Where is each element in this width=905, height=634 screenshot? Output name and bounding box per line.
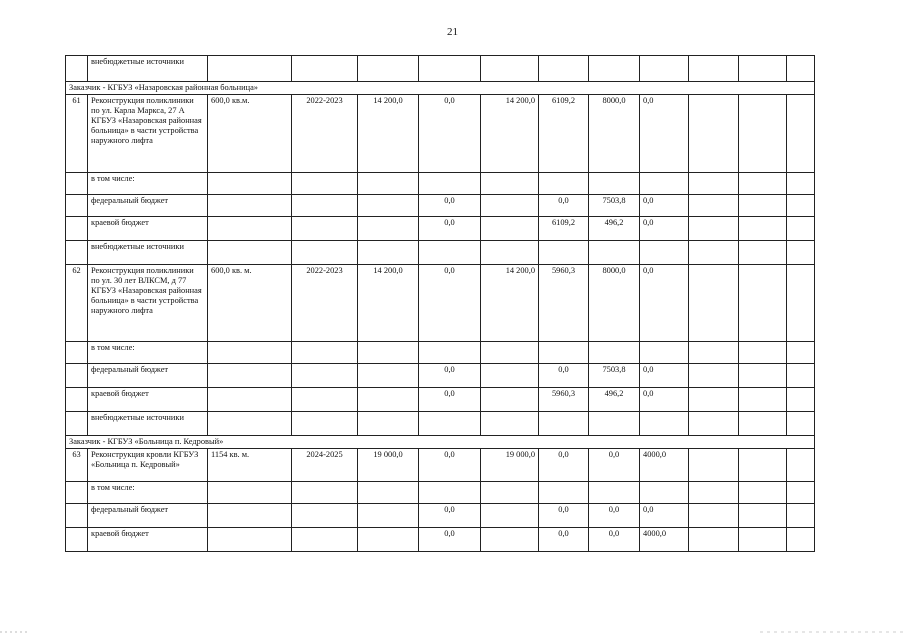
table-cell	[539, 342, 589, 364]
table-cell	[739, 504, 787, 528]
table-cell	[689, 504, 739, 528]
table-cell	[481, 528, 539, 552]
table-row	[66, 56, 815, 82]
table-cell	[640, 173, 689, 195]
table-row	[66, 342, 815, 364]
table-cell	[208, 195, 292, 217]
table-cell	[640, 56, 689, 82]
table-cell	[739, 482, 787, 504]
table-cell: 2024-2025	[292, 449, 358, 482]
table-cell: 7503,8	[589, 195, 640, 217]
table-cell: 0,0	[589, 528, 640, 552]
table-cell: 0,0	[419, 217, 481, 241]
table-cell	[419, 342, 481, 364]
table-cell: 0,0	[539, 195, 589, 217]
table-cell	[66, 56, 88, 82]
section-header-row	[66, 82, 815, 95]
table-cell	[292, 241, 358, 265]
table-cell	[689, 95, 739, 173]
table-cell	[358, 56, 419, 82]
table-cell: федеральный бюджет	[88, 504, 208, 528]
table-cell: 600,0 кв.м.	[208, 95, 292, 173]
page-number: 21	[447, 26, 458, 38]
table-cell	[481, 482, 539, 504]
table-cell: краевой бюджет	[88, 388, 208, 412]
table-cell	[358, 241, 419, 265]
table-row	[66, 482, 815, 504]
table-cell	[292, 412, 358, 436]
table-cell	[589, 241, 640, 265]
table-row	[66, 173, 815, 195]
table-cell	[66, 528, 88, 552]
table-cell	[689, 528, 739, 552]
table-cell	[292, 217, 358, 241]
table-cell	[358, 412, 419, 436]
table-cell	[358, 388, 419, 412]
table-cell: 496,2	[589, 217, 640, 241]
table-cell	[787, 56, 815, 82]
table-cell: 61	[66, 95, 88, 173]
table-cell: 6109,2	[539, 95, 589, 173]
table-cell	[787, 449, 815, 482]
table-cell	[689, 173, 739, 195]
table-row	[66, 217, 815, 241]
table-cell: 14 200,0	[358, 265, 419, 342]
table-cell: 0,0	[419, 388, 481, 412]
table-cell	[208, 173, 292, 195]
table-cell	[739, 342, 787, 364]
table-cell	[481, 342, 539, 364]
table-cell	[739, 265, 787, 342]
table-cell: 0,0	[419, 504, 481, 528]
table-cell: 0,0	[419, 364, 481, 388]
table-cell: внебюджетные источники	[88, 56, 208, 82]
table-cell	[66, 241, 88, 265]
table-cell	[640, 342, 689, 364]
table-cell	[640, 482, 689, 504]
table-cell	[481, 364, 539, 388]
table-cell	[739, 364, 787, 388]
table-cell	[358, 528, 419, 552]
table-cell: 0,0	[539, 504, 589, 528]
table-cell: внебюджетные источники	[88, 412, 208, 436]
table-cell	[208, 56, 292, 82]
table-cell	[66, 412, 88, 436]
table-cell	[208, 412, 292, 436]
table-cell: 0,0	[539, 528, 589, 552]
table-cell: 0,0	[640, 195, 689, 217]
table-cell: 0,0	[589, 449, 640, 482]
table-cell: в том числе:	[88, 482, 208, 504]
table-cell	[358, 173, 419, 195]
table-cell: 0,0	[419, 95, 481, 173]
table-cell	[589, 342, 640, 364]
table-cell: краевой бюджет	[88, 528, 208, 552]
table-cell	[787, 195, 815, 217]
table-cell: 1154 кв. м.	[208, 449, 292, 482]
table-cell	[689, 265, 739, 342]
table-cell	[292, 195, 358, 217]
table-cell: 0,0	[640, 504, 689, 528]
table-cell: 0,0	[640, 364, 689, 388]
table-row	[66, 364, 815, 388]
table-cell: 0,0	[419, 265, 481, 342]
table-cell: 0,0	[419, 195, 481, 217]
table-cell	[419, 412, 481, 436]
table-cell	[739, 412, 787, 436]
table-cell	[640, 241, 689, 265]
table-cell	[208, 241, 292, 265]
table-cell	[787, 95, 815, 173]
table-cell: 8000,0	[589, 95, 640, 173]
table-cell	[739, 388, 787, 412]
table-row	[66, 265, 815, 342]
table-cell	[739, 173, 787, 195]
table-cell: 0,0	[640, 95, 689, 173]
table-cell: 5960,3	[539, 265, 589, 342]
table-cell	[481, 412, 539, 436]
table-cell	[292, 173, 358, 195]
table-cell	[787, 482, 815, 504]
table-cell	[787, 528, 815, 552]
table-cell	[358, 364, 419, 388]
table-row	[66, 241, 815, 265]
table-cell	[292, 482, 358, 504]
table-cell: 0,0	[640, 265, 689, 342]
table-cell	[481, 173, 539, 195]
table-cell	[66, 364, 88, 388]
table-cell	[739, 528, 787, 552]
table-cell	[689, 388, 739, 412]
table-cell	[787, 364, 815, 388]
section-header-row	[66, 436, 815, 449]
table-cell: 0,0	[640, 388, 689, 412]
table-cell: 0,0	[589, 504, 640, 528]
section-header: Заказчик - КГБУЗ «Назаровская районная больница»	[66, 82, 815, 95]
table-cell: 0,0	[640, 217, 689, 241]
table-cell	[689, 217, 739, 241]
table-cell	[739, 56, 787, 82]
table-cell: 14 200,0	[358, 95, 419, 173]
table-cell: 0,0	[419, 449, 481, 482]
table-cell	[208, 217, 292, 241]
table-cell	[292, 528, 358, 552]
table-cell: федеральный бюджет	[88, 364, 208, 388]
table-cell	[739, 241, 787, 265]
table-cell: Реконструкция поликлиники по ул. Карла Маркса, 27 А КГБУЗ «Назаровская районная больница» в части устройства наружного лифта	[88, 95, 208, 173]
table-cell	[292, 504, 358, 528]
table-row	[66, 528, 815, 552]
table-cell: 63	[66, 449, 88, 482]
table-cell: 2022-2023	[292, 95, 358, 173]
table-cell	[689, 342, 739, 364]
table-cell	[689, 364, 739, 388]
table-cell	[66, 388, 88, 412]
table-cell	[292, 56, 358, 82]
table-cell: 6109,2	[539, 217, 589, 241]
table-row	[66, 388, 815, 412]
table-row	[66, 449, 815, 482]
table-cell	[208, 482, 292, 504]
table-cell: 0,0	[539, 364, 589, 388]
table-cell	[787, 342, 815, 364]
table-cell	[739, 95, 787, 173]
table-cell: 8000,0	[589, 265, 640, 342]
table-cell	[358, 217, 419, 241]
table-cell	[66, 342, 88, 364]
table-cell	[208, 342, 292, 364]
table-cell	[689, 449, 739, 482]
table-cell: в том числе:	[88, 173, 208, 195]
table-cell	[66, 217, 88, 241]
table-cell	[787, 388, 815, 412]
table-cell: федеральный бюджет	[88, 195, 208, 217]
table-cell: 5960,3	[539, 388, 589, 412]
table-cell	[419, 241, 481, 265]
table-cell: в том числе:	[88, 342, 208, 364]
table-cell	[689, 195, 739, 217]
table-cell	[539, 241, 589, 265]
table-cell: 4000,0	[640, 528, 689, 552]
table-cell	[539, 56, 589, 82]
table-cell	[689, 241, 739, 265]
table-cell: 600,0 кв. м.	[208, 265, 292, 342]
table-cell	[208, 364, 292, 388]
table-cell	[787, 412, 815, 436]
table-cell: 2022-2023	[292, 265, 358, 342]
table-cell: 62	[66, 265, 88, 342]
table-cell	[66, 195, 88, 217]
table-cell	[539, 482, 589, 504]
table-row	[66, 95, 815, 173]
table-cell	[481, 56, 539, 82]
table-cell: 496,2	[589, 388, 640, 412]
table-cell: 14 200,0	[481, 95, 539, 173]
table-cell	[419, 173, 481, 195]
table-cell	[589, 56, 640, 82]
table-cell	[208, 504, 292, 528]
table-cell: 14 200,0	[481, 265, 539, 342]
table-cell	[358, 342, 419, 364]
table-cell	[481, 195, 539, 217]
table-cell: краевой бюджет	[88, 217, 208, 241]
table-cell	[358, 504, 419, 528]
table-cell: 19 000,0	[358, 449, 419, 482]
table-cell	[739, 195, 787, 217]
table-cell	[689, 56, 739, 82]
table-cell: 7503,8	[589, 364, 640, 388]
table-cell: Реконструкция кровли КГБУЗ «Больница п. Кедровый»	[88, 449, 208, 482]
table-cell	[539, 173, 589, 195]
table-cell: 0,0	[419, 528, 481, 552]
table-cell	[689, 482, 739, 504]
table-cell	[419, 482, 481, 504]
table-cell	[66, 482, 88, 504]
table-cell	[481, 217, 539, 241]
table-row	[66, 504, 815, 528]
section-header: Заказчик - КГБУЗ «Больница п. Кедровый»	[66, 436, 815, 449]
table-cell	[481, 388, 539, 412]
table-cell	[358, 195, 419, 217]
table-cell	[292, 364, 358, 388]
table-row	[66, 195, 815, 217]
table-cell	[589, 412, 640, 436]
table-cell	[589, 482, 640, 504]
table-cell	[208, 388, 292, 412]
table-cell	[640, 412, 689, 436]
budget-table	[65, 55, 815, 552]
table-cell	[419, 56, 481, 82]
table-cell	[739, 449, 787, 482]
table-cell	[787, 504, 815, 528]
table-cell	[539, 412, 589, 436]
table-cell: внебюджетные источники	[88, 241, 208, 265]
table-cell	[66, 173, 88, 195]
table-cell	[739, 217, 787, 241]
scan-artifact	[0, 628, 905, 634]
table-cell: 4000,0	[640, 449, 689, 482]
table-cell	[358, 482, 419, 504]
table-cell	[589, 173, 640, 195]
table-cell	[787, 173, 815, 195]
table-cell: 19 000,0	[481, 449, 539, 482]
table-cell	[481, 504, 539, 528]
table-cell	[292, 342, 358, 364]
table-cell	[481, 241, 539, 265]
table-row	[66, 412, 815, 436]
table-cell	[689, 412, 739, 436]
table-cell: 0,0	[539, 449, 589, 482]
table-cell	[787, 217, 815, 241]
table-cell	[66, 504, 88, 528]
table-cell	[208, 528, 292, 552]
table-cell: Реконструкция поликлиники по ул. 30 лет ВЛКСМ, д 77 КГБУЗ «Назаровская районная больница» в части устройства наружного лифта	[88, 265, 208, 342]
table-cell	[292, 388, 358, 412]
table-cell	[787, 241, 815, 265]
table-cell	[787, 265, 815, 342]
